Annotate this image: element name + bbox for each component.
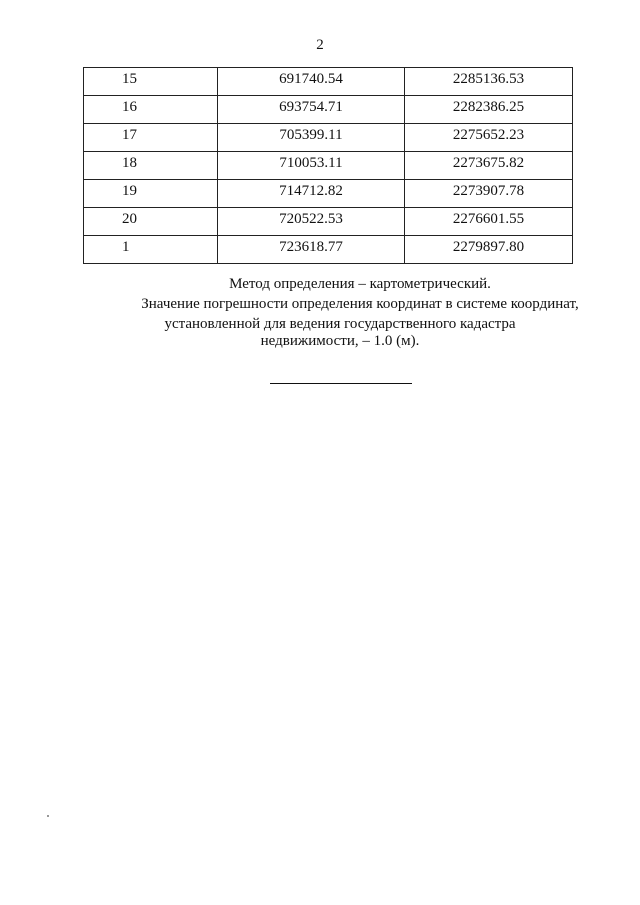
y-coordinate-cell: 2273675.82	[405, 152, 573, 180]
page-number: 2	[316, 37, 324, 53]
end-rule-line	[270, 383, 412, 384]
point-number-cell: 20	[84, 208, 218, 236]
method-text: Метод определения – картометрический.	[229, 276, 491, 292]
x-coordinate-cell: 710053.11	[218, 152, 405, 180]
y-coordinate-cell: 2276601.55	[405, 208, 573, 236]
scan-speck	[47, 815, 49, 817]
y-coordinate-cell: 2279897.80	[405, 236, 573, 264]
point-number-cell: 15	[84, 68, 218, 96]
y-coordinate-cell: 2282386.25	[405, 96, 573, 124]
table-row	[84, 96, 573, 124]
table-row	[84, 236, 573, 264]
point-number-cell: 19	[84, 180, 218, 208]
x-coordinate-cell: 720522.53	[218, 208, 405, 236]
y-coordinate-cell: 2285136.53	[405, 68, 573, 96]
coordinates-table-body	[84, 68, 573, 264]
coordinates-table	[83, 67, 573, 264]
point-number-cell: 1	[84, 236, 218, 264]
x-coordinate-cell: 705399.11	[218, 124, 405, 152]
accuracy-text-line-2: установленной для ведения государственного кадастра	[164, 316, 516, 332]
accuracy-text-line-1: Значение погрешности определения координат в системе координат,	[141, 296, 579, 312]
table-row	[84, 68, 573, 96]
x-coordinate-cell: 691740.54	[218, 68, 405, 96]
table-row	[84, 208, 573, 236]
table-row	[84, 180, 573, 208]
accuracy-text-line-3: недвижимости, – 1.0 (м).	[260, 333, 420, 349]
point-number-cell: 17	[84, 124, 218, 152]
table-row	[84, 124, 573, 152]
x-coordinate-cell: 693754.71	[218, 96, 405, 124]
y-coordinate-cell: 2273907.78	[405, 180, 573, 208]
table-row	[84, 152, 573, 180]
y-coordinate-cell: 2275652.23	[405, 124, 573, 152]
x-coordinate-cell: 723618.77	[218, 236, 405, 264]
point-number-cell: 18	[84, 152, 218, 180]
point-number-cell: 16	[84, 96, 218, 124]
x-coordinate-cell: 714712.82	[218, 180, 405, 208]
